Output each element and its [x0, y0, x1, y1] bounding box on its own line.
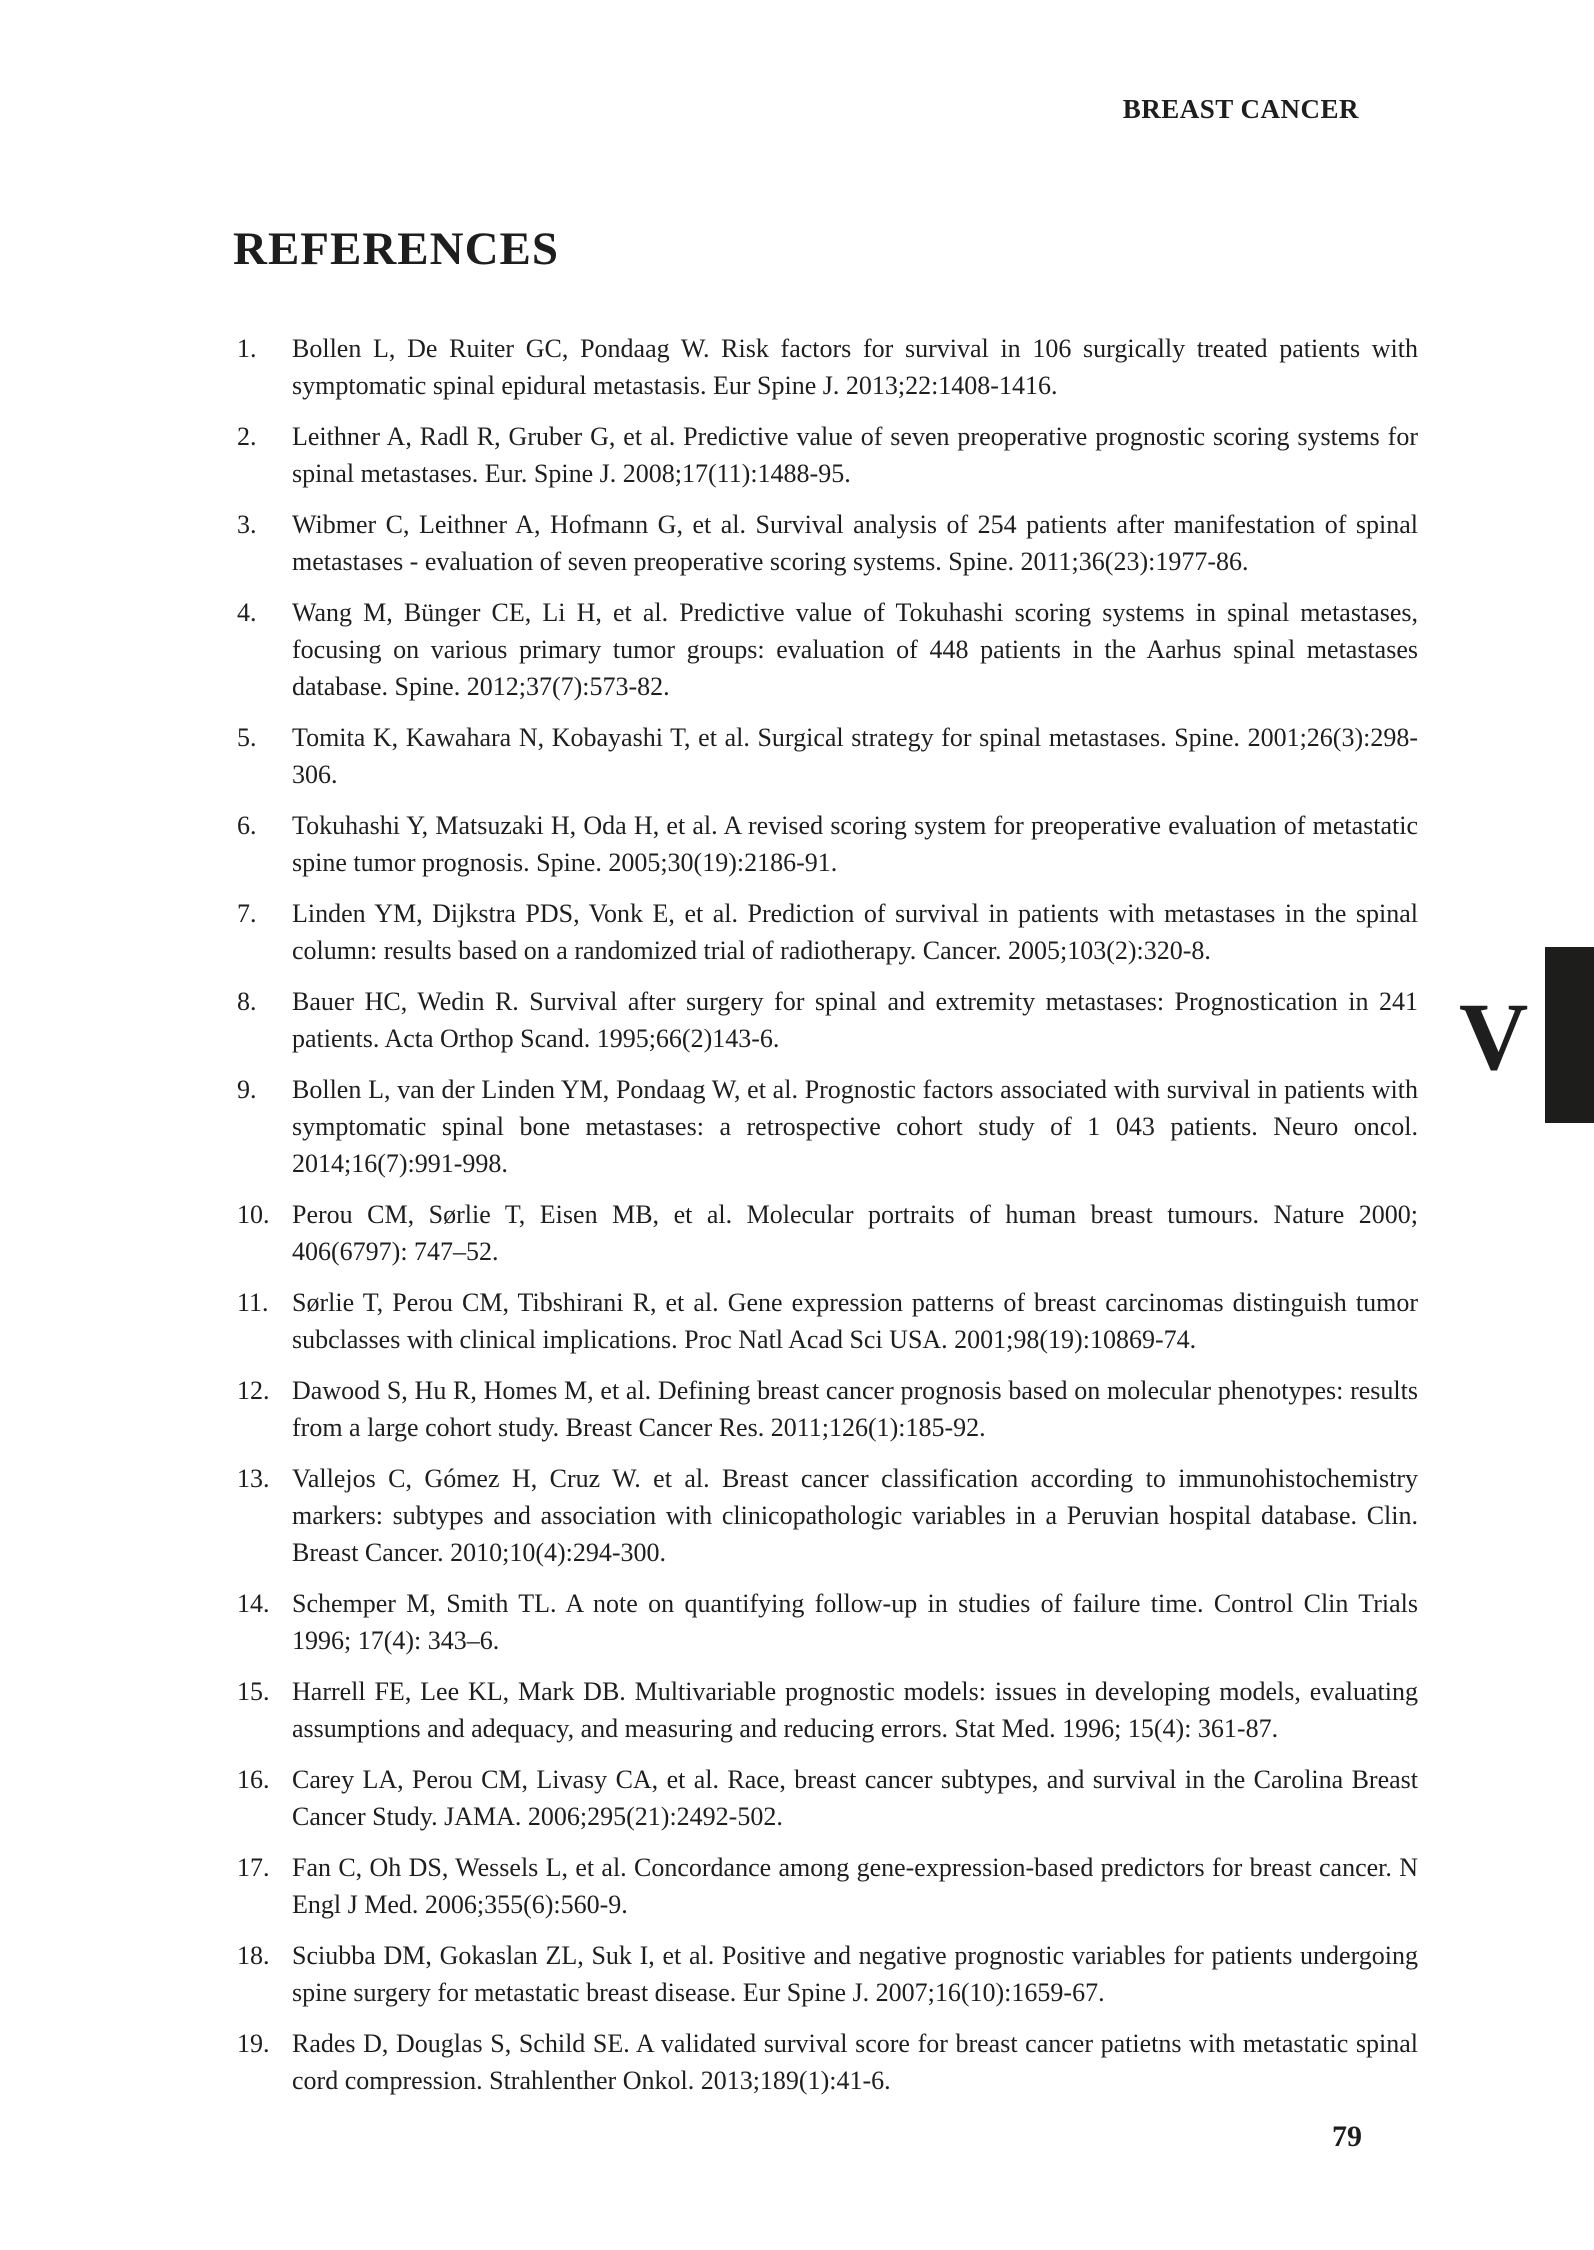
reference-item [237, 418, 1418, 492]
reference-item [237, 895, 1418, 969]
reference-number: 7. [237, 899, 257, 928]
reference-number: 3. [237, 510, 257, 539]
reference-item [237, 1761, 1418, 1835]
reference-number: 13. [237, 1464, 270, 1493]
reference-number: 6. [237, 811, 257, 840]
reference-number: 4. [237, 598, 257, 627]
chapter-marker: V [1459, 983, 1529, 1090]
reference-number: 1. [237, 334, 257, 363]
reference-text: Bollen L, De Ruiter GC, Pondaag W. Risk factors for survival in 106 surgically treated patients with symptomatic spinal epidural metastasis. Eur Spine J. 2013;22:1408-1416. [292, 334, 1418, 400]
reference-number: 16. [237, 1765, 270, 1794]
reference-text: Tokuhashi Y, Matsuzaki H, Oda H, et al. A revised scoring system for preoperative evaluation of metastatic spine tumor prognosis. Spine. 2005;30(19):2186-91. [292, 811, 1418, 877]
reference-item [237, 1071, 1418, 1182]
reference-item [237, 506, 1418, 580]
reference-item [237, 1849, 1418, 1923]
section-title: REFERENCES [233, 223, 560, 275]
reference-item [237, 1196, 1418, 1270]
reference-item [237, 719, 1418, 793]
reference-item [237, 1585, 1418, 1659]
reference-text: Dawood S, Hu R, Homes M, et al. Defining breast cancer prognosis based on molecular phenotypes: results from a large cohort study. Breast Cancer Res. 2011;126(1):185-92. [292, 1376, 1418, 1442]
reference-number: 10. [237, 1200, 270, 1229]
reference-number: 9. [237, 1075, 257, 1104]
running-header: BREAST CANCER [1122, 94, 1359, 124]
reference-item [237, 1937, 1418, 2011]
reference-text: Rades D, Douglas S, Schild SE. A validated survival score for breast cancer patietns with metastatic spinal cord compression. Strahlenther Onkol. 2013;189(1):41-6. [292, 2029, 1418, 2095]
reference-item [237, 1372, 1418, 1446]
reference-text: Harrell FE, Lee KL, Mark DB. Multivariable prognostic models: issues in developing models, evaluating assumptions and adequacy, and measuring and reducing errors. Stat Med. 1996; 15(4): 361-87. [292, 1677, 1418, 1743]
reference-text: Tomita K, Kawahara N, Kobayashi T, et al. Surgical strategy for spinal metastases. Spine. 2001;26(3):298-306. [292, 723, 1418, 789]
reference-text: Sørlie T, Perou CM, Tibshirani R, et al. Gene expression patterns of breast carcinomas distinguish tumor subclasses with clinical implications. Proc Natl Acad Sci USA. 2001;98(19):10869-74. [292, 1288, 1418, 1354]
reference-number: 12. [237, 1376, 270, 1405]
chapter-tab-bar [1545, 947, 1594, 1123]
reference-text: Schemper M, Smith TL. A note on quantifying follow-up in studies of failure time. Control Clin Trials 1996; 17(4): 343–6. [292, 1589, 1418, 1655]
reference-number: 5. [237, 723, 257, 752]
reference-number: 17. [237, 1853, 270, 1882]
reference-number: 18. [237, 1941, 270, 1970]
reference-text: Linden YM, Dijkstra PDS, Vonk E, et al. Prediction of survival in patients with metastases in the spinal column: results based on a randomized trial of radiotherapy. Cancer. 2005;103(2):320-8. [292, 899, 1418, 965]
reference-item [237, 1284, 1418, 1358]
reference-item [237, 807, 1418, 881]
reference-item [237, 1673, 1418, 1747]
reference-number: 19. [237, 2029, 270, 2058]
references-list [237, 330, 1418, 2113]
reference-text: Carey LA, Perou CM, Livasy CA, et al. Race, breast cancer subtypes, and survival in the Carolina Breast Cancer Study. JAMA. 2006;295(21):2492-502. [292, 1765, 1418, 1831]
reference-item [237, 1460, 1418, 1571]
reference-item [237, 983, 1418, 1057]
reference-text: Fan C, Oh DS, Wessels L, et al. Concordance among gene-expression-based predictors for breast cancer. N Engl J Med. 2006;355(6):560-9. [292, 1853, 1418, 1919]
reference-number: 15. [237, 1677, 270, 1706]
reference-text: Vallejos C, Gómez H, Cruz W. et al. Breast cancer classification according to immunohistochemistry markers: subtypes and association with clinicopathologic variables in a Peruvian hospital database. Clin. Breast Cancer. 2010;10(4):294-300. [292, 1464, 1418, 1567]
reference-number: 11. [237, 1288, 269, 1317]
reference-item [237, 594, 1418, 705]
page-number: 79 [1332, 2120, 1362, 2153]
reference-number: 8. [237, 987, 257, 1016]
reference-text: Wibmer C, Leithner A, Hofmann G, et al. Survival analysis of 254 patients after manifestation of spinal metastases - evaluation of seven preoperative scoring systems. Spine. 2011;36(23):1977-86. [292, 510, 1418, 576]
reference-text: Sciubba DM, Gokaslan ZL, Suk I, et al. Positive and negative prognostic variables for patients undergoing spine surgery for metastatic breast disease. Eur Spine J. 2007;16(10):1659-67. [292, 1941, 1418, 2007]
reference-item [237, 330, 1418, 404]
reference-number: 14. [237, 1589, 270, 1618]
reference-number: 2. [237, 422, 257, 451]
reference-item [237, 2025, 1418, 2099]
reference-text: Bollen L, van der Linden YM, Pondaag W, et al. Prognostic factors associated with survival in patients with symptomatic spinal bone metastases: a retrospective cohort study of 1 043 patients. Neuro oncol. 2014;16(7):991-998. [292, 1075, 1418, 1178]
reference-text: Leithner A, Radl R, Gruber G, et al. Predictive value of seven preoperative prognostic scoring systems for spinal metastases. Eur. Spine J. 2008;17(11):1488-95. [292, 422, 1418, 488]
reference-text: Perou CM, Sørlie T, Eisen MB, et al. Molecular portraits of human breast tumours. Nature 2000; 406(6797): 747–52. [292, 1200, 1418, 1266]
reference-text: Bauer HC, Wedin R. Survival after surgery for spinal and extremity metastases: Prognostication in 241 patients. Acta Orthop Scand. 1995;66(2)143-6. [292, 987, 1418, 1053]
reference-text: Wang M, Bünger CE, Li H, et al. Predictive value of Tokuhashi scoring systems in spinal metastases, focusing on various primary tumor groups: evaluation of 448 patients in the Aarhus spinal metastases database. Spine. 2012;37(7):573-82. [292, 598, 1418, 701]
